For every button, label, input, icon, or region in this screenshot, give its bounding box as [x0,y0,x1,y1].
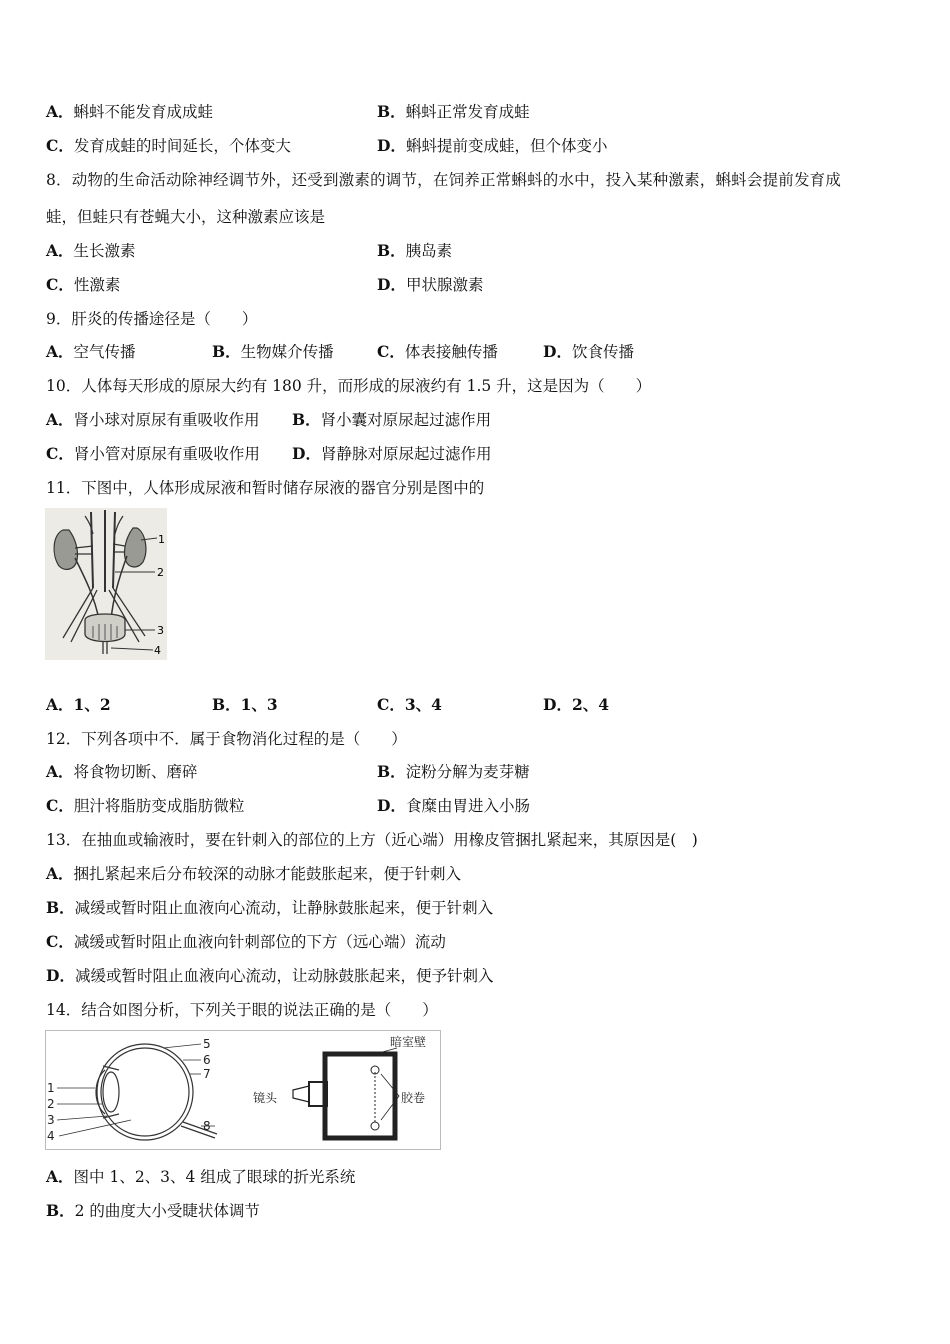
q12-option-b: B．淀粉分解为麦芽糖 [377,762,530,781]
q8-option-a: A．生长激素 [46,241,136,260]
q11-option-c: C．3、4 [377,695,442,714]
fig-label-1: 1 [158,533,165,546]
eye-label-7: 7 [203,1067,211,1081]
camera-label-wall: 暗室壁 [390,1035,427,1049]
q12-option-a: A．将食物切断、磨碎 [46,762,198,781]
q8-stem-line2: 蛙，但蛙只有苍蝇大小，这种激素应该是 [46,208,326,226]
q12-stem: 12．下列各项中不．属于食物消化过程的是（ ） [46,730,407,748]
fig-label-3: 3 [157,624,164,637]
q9-option-b: B．生物媒介传播 [212,342,334,361]
q8-option-c: C．性激素 [46,275,121,294]
q13-stem: 13．在抽血或输液时，要在针刺入的部位的上方（近心端）用橡皮管捆扎紧起来，其原因是( ) [46,831,698,849]
q9-option-c: C．体表接触传播 [377,342,498,361]
q14-option-b: B．2 的曲度大小受睫状体调节 [46,1201,260,1220]
q10-option-b: B．肾小囊对原尿起过滤作用 [292,410,492,429]
eye-label-5: 5 [203,1037,211,1051]
q13-option-a: A．捆扎紧起来后分布较深的动脉才能鼓胀起来，便于针刺入 [46,864,462,883]
eye-label-4: 4 [47,1129,55,1143]
eye-label-2: 2 [47,1097,55,1111]
q8-option-d: D．甲状腺激素 [377,275,484,294]
eye-camera-figure [45,1030,441,1150]
q7-option-c: C．发育成蛙的时间延长，个体变大 [46,136,291,155]
q12-option-c: C．胆汁将脂肪变成脂肪微粒 [46,796,245,815]
q9-stem: 9．肝炎的传播途径是（ ） [46,310,258,328]
q9-option-a: A．空气传播 [46,342,136,361]
eye-label-8: 8 [203,1119,211,1133]
q11-option-d: D．2、4 [543,695,610,714]
q7-option-d: D．蝌蚪提前变成蛙，但个体变小 [377,136,608,155]
q13-option-d: D．减缓或暂时阻止血液向心流动，让动脉鼓胀起来，便予针刺入 [46,966,494,985]
q10-option-a: A．肾小球对原尿有重吸收作用 [46,410,260,429]
q11-stem: 11．下图中，人体形成尿液和暂时储存尿液的器官分别是图中的 [46,479,485,497]
q10-option-c: C．肾小管对原尿有重吸收作用 [46,444,260,463]
eye-label-6: 6 [203,1053,211,1067]
q10-option-d: D．肾静脉对原尿起过滤作用 [292,444,492,463]
q12-option-d: D．食糜由胃进入小肠 [377,796,530,815]
camera-label-lens: 镜头 [253,1091,278,1105]
eye-label-1: 1 [47,1081,55,1095]
eye-label-3: 3 [47,1113,55,1127]
q8-stem-line1: 8．动物的生命活动除神经调节外，还受到激素的调节，在饲养正常蝌蚪的水中，投入某种激素，蝌蚪会提前发育成 [46,171,842,189]
fig-label-2: 2 [157,566,164,579]
q11-option-a: A．1、2 [46,695,111,714]
camera-label-film: 胶卷 [401,1091,426,1105]
q7-option-a: A．蝌蚪不能发育成成蛙 [46,102,214,121]
q9-option-d: D．饮食传播 [543,342,634,361]
q13-option-b: B．减缓或暂时阻止血液向心流动，让静脉鼓胀起来，便于针刺入 [46,898,494,917]
q11-option-b: B．1、3 [212,695,278,714]
q14-stem: 14．结合如图分析，下列关于眼的说法正确的是（ ） [46,1001,438,1019]
q14-option-a: A．图中 1、2、3、4 组成了眼球的折光系统 [46,1167,356,1186]
q10-stem: 10．人体每天形成的原尿大约有 180 升，而形成的尿液约有 1.5 升，这是因为（ ） [46,377,652,395]
fig-label-4: 4 [154,644,161,657]
urinary-system-figure [45,508,167,660]
q8-option-b: B．胰岛素 [377,241,453,260]
q7-option-b: B．蝌蚪正常发育成蛙 [377,102,530,121]
q13-option-c: C．减缓或暂时阻止血液向针刺部位的下方（远心端）流动 [46,932,446,951]
